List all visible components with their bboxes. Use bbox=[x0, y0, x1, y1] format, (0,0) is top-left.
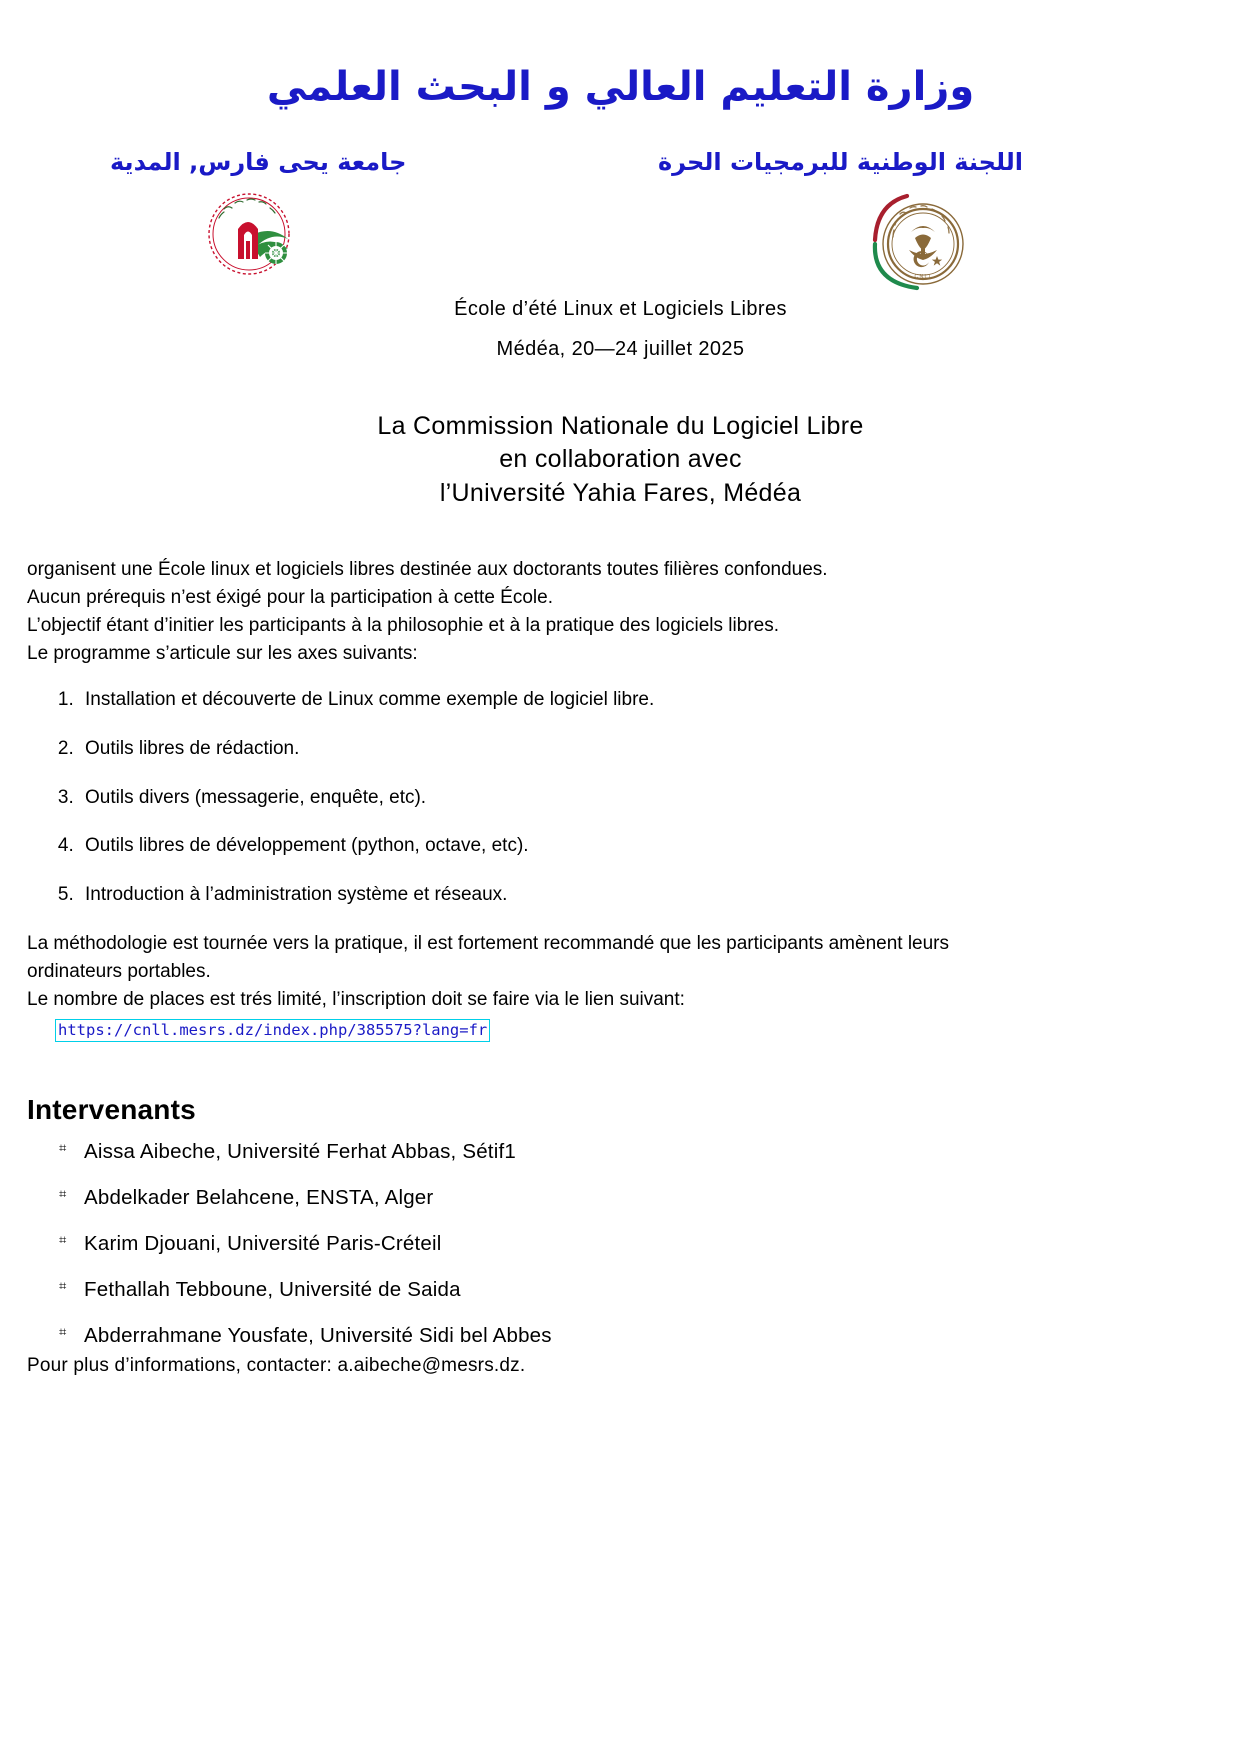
list-item: 5. Introduction à l’administration système et réseaux. bbox=[79, 881, 1197, 909]
speaker-name: Karim Djouani, Université Paris-Créteil bbox=[84, 1232, 442, 1255]
list-item: 4. Outils libres de développement (python, octave, etc). bbox=[79, 832, 1197, 860]
body-content bbox=[27, 556, 1197, 1044]
registration-link-row bbox=[27, 1016, 1197, 1044]
square-bullet-icon: ⌗ bbox=[59, 1325, 67, 1340]
methodology-paragraph bbox=[27, 930, 1192, 1014]
cnll-seal-logo bbox=[845, 188, 975, 293]
list-item bbox=[59, 1186, 1084, 1210]
speaker-name: Abderrahmane Yousfate, Université Sidi bel Abbes bbox=[84, 1324, 552, 1347]
organizer-line-1: La Commission Nationale du Logiciel Libre bbox=[377, 412, 864, 440]
university-yahia-fares-logo bbox=[194, 189, 304, 277]
intro-line-3: L’objectif étant d’initier les participants à la philosophie et à la pratique des logiciels libres. bbox=[27, 614, 779, 636]
organizer-block bbox=[0, 410, 1241, 510]
event-place-date: Médéa, 20—24 juillet 2025 bbox=[496, 338, 745, 360]
methodology-line-3: Le nombre de places est trés limité, l’inscription doit se faire via le lien suivant: bbox=[27, 989, 685, 1011]
speakers-list bbox=[27, 1140, 1084, 1370]
intro-line-4: Le programme s’articule sur les axes suivants: bbox=[27, 642, 418, 664]
list-item: 1. Installation et découverte de Linux comme exemple de logiciel libre. bbox=[79, 686, 1197, 714]
organizer-line-3: l’Université Yahia Fares, Médéa bbox=[439, 478, 802, 507]
intro-paragraph bbox=[27, 556, 1197, 668]
ministry-title-arabic: وزارة التعليم العالي و البحث العلمي bbox=[266, 64, 975, 110]
organizer-line-2: en collaboration avec bbox=[499, 445, 742, 474]
speaker-name: Abdelkader Belahcene, ENSTA, Alger bbox=[84, 1186, 434, 1209]
speaker-name: Aissa Aibeche, Université Ferhat Abbas, Sétif1 bbox=[84, 1140, 516, 1163]
list-item bbox=[59, 1140, 1084, 1164]
program-axes-list bbox=[27, 686, 1197, 910]
intro-line-2: Aucun prérequis n’est éxigé pour la participation à cette École. bbox=[27, 586, 553, 608]
square-bullet-icon: ⌗ bbox=[59, 1187, 67, 1202]
list-item bbox=[59, 1232, 1084, 1256]
list-item: 2. Outils libres de rédaction. bbox=[79, 735, 1197, 763]
contact-line: Pour plus d’informations, contacter: a.aibeche@mesrs.dz. bbox=[27, 1355, 526, 1376]
list-item: 3. Outils divers (messagerie, enquête, etc). bbox=[79, 784, 1197, 812]
list-item bbox=[59, 1278, 1084, 1302]
speakers-section-title: Intervenants bbox=[27, 1094, 196, 1125]
methodology-line-2: ordinateurs portables. bbox=[27, 961, 211, 983]
university-title-arabic: جامعة يحى فارس, المدية bbox=[110, 148, 407, 176]
square-bullet-icon: ⌗ bbox=[59, 1233, 67, 1248]
list-item bbox=[59, 1324, 1084, 1348]
svg-text:C.N.L.L: C.N.L.L bbox=[914, 274, 932, 280]
intro-line-1: organisent une École linux et logiciels libres destinée aux doctorants toutes filières confondues. bbox=[27, 559, 828, 580]
square-bullet-icon: ⌗ bbox=[59, 1141, 67, 1156]
event-title: École d’été Linux et Logiciels Libres bbox=[454, 298, 787, 320]
square-bullet-icon: ⌗ bbox=[59, 1279, 67, 1294]
speaker-name: Fethallah Tebboune, Université de Saida bbox=[84, 1278, 461, 1301]
methodology-line-1: La méthodologie est tournée vers la pratique, il est fortement recommandé que les participants amènent leurs bbox=[27, 933, 950, 955]
registration-url-link[interactable]: https://cnll.mesrs.dz/index.php/385575?lang=fr bbox=[55, 1019, 490, 1042]
commission-title-arabic: اللجنة الوطنية للبرمجيات الحرة bbox=[657, 148, 1023, 176]
